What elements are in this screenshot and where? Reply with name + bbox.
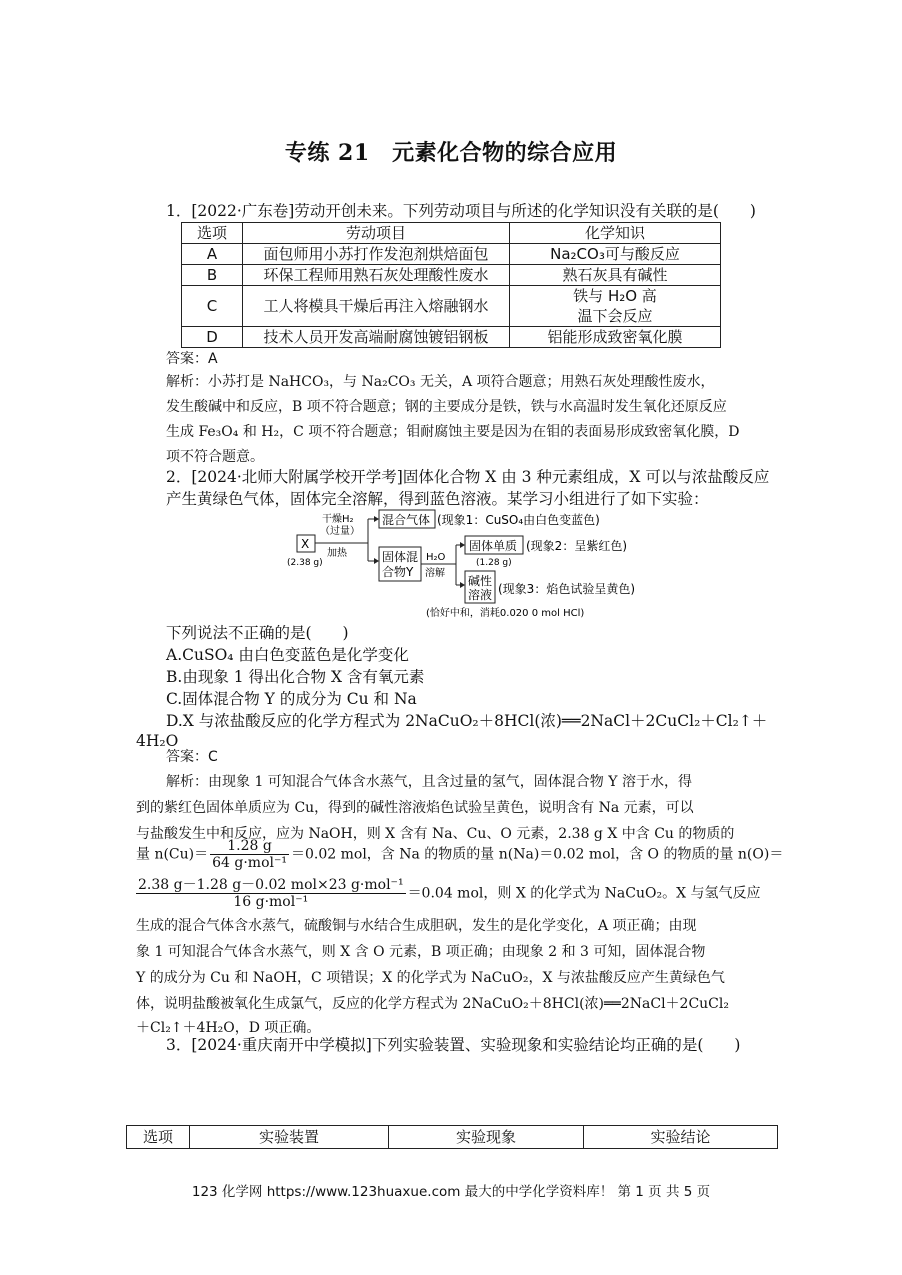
table-header: 实验结论 <box>584 1126 778 1149</box>
q2-answer: 答案：C <box>166 749 218 765</box>
formula-text: 量 n(Cu)＝ <box>136 846 209 863</box>
solid-mass: (1.28 g) <box>476 558 512 568</box>
fraction-numerator: 1.28 g <box>210 838 289 855</box>
reagent-water: H₂O <box>426 552 446 563</box>
q1-table <box>181 222 721 348</box>
page-title: 专练 21 元素化合物的综合应用 <box>284 140 618 166</box>
q1-analysis-line: 解析：小苏打是 NaHCO₃，与 Na₂CO₃ 无关，A 项符合题意；用熟石灰处理酸性废水， <box>166 374 715 390</box>
table-row <box>182 286 721 327</box>
option-d: D.X 与浓盐酸反应的化学方程式为 2NaCuO₂＋8HCl(浓)══2NaCl＋2CuCl₂＋Cl₂↑＋ <box>166 712 768 730</box>
q2-analysis-formula-line <box>136 877 761 910</box>
fraction-cu <box>210 838 289 871</box>
q2-analysis-line: 解析：由现象 1 可知混合气体含水蒸气，且含过量的氢气，固体混合物 Y 溶于水，得 <box>166 774 692 790</box>
solid-mixture: 固体混 <box>382 550 419 564</box>
table-cell: D <box>182 327 243 348</box>
table-cell: 熟石灰具有碱性 <box>510 265 721 286</box>
neutralization-note: (恰好中和，消耗0.020 0 mol HCl) <box>426 608 585 619</box>
q3-table <box>126 1125 778 1149</box>
table-row <box>182 223 721 244</box>
table-header: 劳动项目 <box>243 223 510 244</box>
table-cell: B <box>182 265 243 286</box>
q2-stem: 产生黄绿色气体，固体完全溶解，得到蓝色溶液。某学习小组进行了如下实验： <box>166 490 709 508</box>
table-cell: 环保工程师用熟石灰处理酸性废水 <box>243 265 510 286</box>
fraction-denominator: 64 g·mol⁻¹ <box>212 855 287 871</box>
table-header: 实验现象 <box>389 1126 584 1149</box>
q2-prompt: 下列说法不正确的是( ) <box>166 624 349 642</box>
q2-analysis-line: ＋Cl₂↑＋4H₂O，D 项正确。 <box>136 1020 321 1036</box>
q2-analysis-formula-line <box>136 838 783 871</box>
table-cell-line: 温下会反应 <box>577 307 653 325</box>
table-header: 实验装置 <box>190 1126 389 1149</box>
table-row <box>182 327 721 348</box>
table-cell <box>510 286 721 327</box>
q1-stem: 1．[2022·广东卷]劳动开创未来。下列劳动项目与所述的化学知识没有关联的是( ) <box>166 202 756 220</box>
table-cell: 工人将模具干燥后再注入熔融钢水 <box>243 286 510 327</box>
q2-flow-diagram <box>280 508 660 620</box>
fraction-denominator: 16 g·mol⁻¹ <box>233 894 309 910</box>
table-cell: 技术人员开发高端耐腐蚀镀铝钢板 <box>243 327 510 348</box>
table-cell: Na₂CO₃可与酸反应 <box>510 244 721 265</box>
q2-analysis-line: 生成的混合气体含水蒸气，硫酸铜与水结合生成胆矾，发生的是化学变化，A 项正确；由现 <box>136 918 697 934</box>
table-cell: 铝能形成致密氧化膜 <box>510 327 721 348</box>
table-row <box>127 1126 778 1149</box>
option-b: B.由现象 1 得出化合物 X 含有氧元素 <box>166 668 425 686</box>
option-c: C.固体混合物 Y 的成分为 Cu 和 Na <box>166 690 417 708</box>
alkaline-solution: 溶液 <box>468 588 493 602</box>
q2-analysis-line: 体，说明盐酸被氧化生成氯气，反应的化学方程式为 2NaCuO₂＋8HCl(浓)══2NaCl＋2CuCl₂ <box>136 996 729 1012</box>
fraction-o <box>136 877 406 910</box>
table-cell: A <box>182 244 243 265</box>
q2-analysis-line: 到的紫红色固体单质应为 Cu，得到的碱性溶液焰色试验呈黄色，说明含有 Na 元素，可以 <box>136 800 694 816</box>
table-row <box>182 244 721 265</box>
reagent-excess: （过量） <box>320 526 360 537</box>
fraction-numerator: 2.38 g－1.28 g－0.02 mol×23 g·mol⁻¹ <box>138 877 404 893</box>
table-row <box>182 265 721 286</box>
table-cell: 面包师用小苏打作发泡剂烘焙面包 <box>243 244 510 265</box>
q2-stem: 2．[2024·北师大附属学校开学考]固体化合物 X 由 3 种元素组成，X 可以与浓盐酸反应 <box>166 468 770 486</box>
q2-analysis-line: Y 的成分为 Cu 和 NaOH，C 项错误；X 的化学式为 NaCuO₂，X 与浓盐酸反应产生黄绿色气 <box>136 970 725 986</box>
q2-analysis-line: 象 1 可知混合气体含水蒸气，则 X 含 O 元素，B 项正确；由现象 2 和 3 可知，固体混合物 <box>136 944 706 960</box>
phenomenon-2: (现象2：呈紫红色) <box>526 539 627 553</box>
table-header: 选项 <box>182 223 243 244</box>
q1-answer: 答案：A <box>166 351 218 367</box>
table-header: 化学知识 <box>510 223 721 244</box>
option-d-continued: 4H₂O <box>136 732 179 750</box>
table-cell: C <box>182 286 243 327</box>
formula-text: ＝0.04 mol，则 X 的化学式为 NaCuO₂。X 与氢气反应 <box>407 885 761 902</box>
dissolve-label: 溶解 <box>425 568 445 579</box>
reagent-heat: 加热 <box>327 548 347 559</box>
q1-analysis-line: 发生酸碱中和反应，B 项不符合题意；钢的主要成分是铁，铁与水高温时发生氧化还原反应 <box>166 399 727 415</box>
q1-analysis-line: 生成 Fe₃O₄ 和 H₂，C 项不符合题意；钼耐腐蚀主要是因为在钼的表面易形成致密氧化膜，D <box>166 424 740 440</box>
phenomenon-3: (现象3：焰色试验呈黄色) <box>498 582 635 596</box>
formula-text: ＝0.02 mol，含 Na 的物质的量 n(Na)＝0.02 mol，含 O 的物质的量 n(O)＝ <box>291 846 784 863</box>
solid-mixture: 合物Y <box>382 565 414 579</box>
table-cell-line: 铁与 H₂O 高 <box>573 287 657 305</box>
table-header: 选项 <box>127 1126 190 1149</box>
x-label: X <box>301 537 310 551</box>
q1-analysis-line: 项不符合题意。 <box>166 449 264 465</box>
q3-stem: 3．[2024·重庆南开中学模拟]下列实验装置、实验现象和实验结论均正确的是( ) <box>166 1036 741 1054</box>
reagent-h2: 干燥H₂ <box>322 514 354 525</box>
q2-analysis-line: 与盐酸发生中和反应，应为 NaOH，则 X 含有 Na、Cu、O 元素，2.38 g X 中含 Cu 的物质的 <box>136 826 735 842</box>
option-a: A.CuSO₄ 由白色变蓝色是化学变化 <box>166 646 409 664</box>
page-footer: 123 化学网 https://www.123huaxue.com 最大的中学化学资料库！ 第 1 页 共 5 页 <box>191 1184 711 1200</box>
alkaline-solution: 碱性 <box>468 574 493 588</box>
mixed-gas: 混合气体 <box>382 513 431 527</box>
x-mass: (2.38 g) <box>287 558 323 568</box>
phenomenon-1: (现象1：CuSO₄由白色变蓝色) <box>437 513 600 527</box>
solid-single: 固体单质 <box>469 539 518 553</box>
